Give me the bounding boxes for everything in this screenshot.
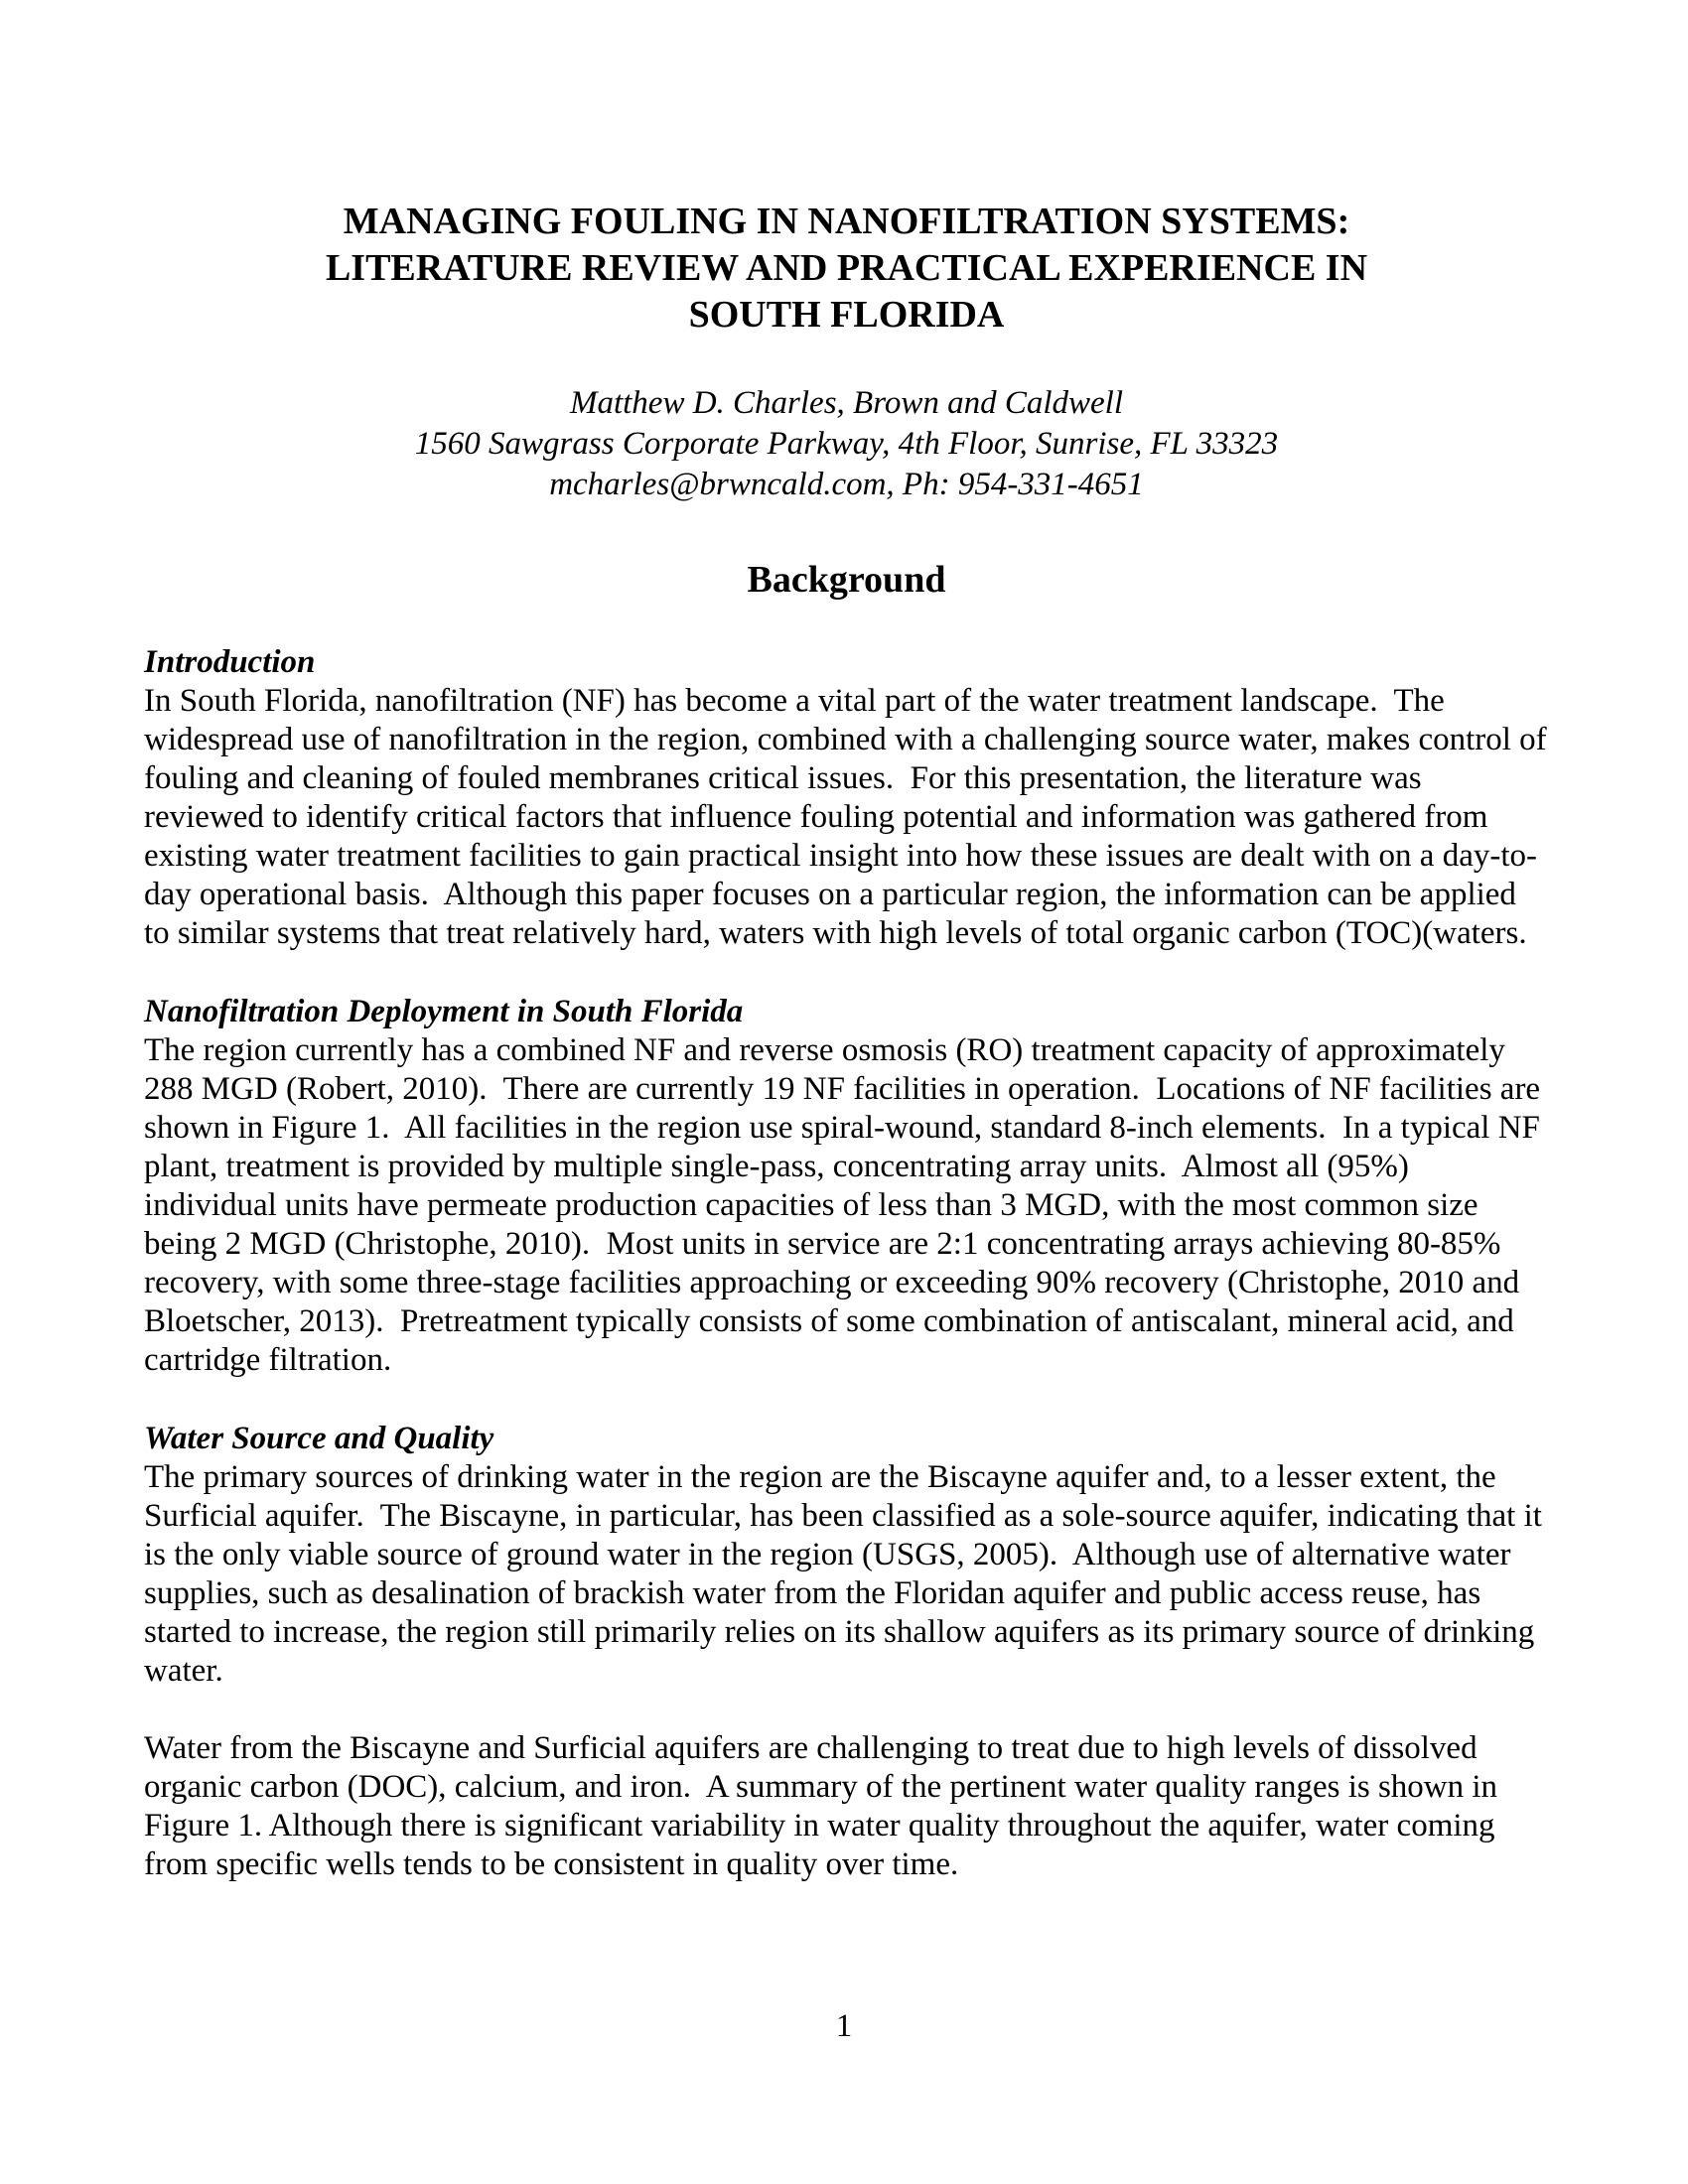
paragraph: Water from the Biscayne and Surficial aquifers are challenging to treat due to high levels of dissolved organic carbon (DOC), calcium, and iron. A summary of the pertinent water quality ranges is shown in Figure 1. Although there is significant variability in water quality throughout the aquifer, water coming from specific wells tends to be consistent in quality over time. (144, 1730, 1506, 1882)
page-number: 1 (835, 2008, 853, 2044)
subsection-water-source-and-quality (144, 1420, 1549, 1884)
title-line-3: SOUTH FLORIDA (688, 294, 1005, 336)
subsection-nanofiltration-deployment (144, 993, 1549, 1380)
author-block (144, 383, 1549, 505)
author-contact-line: mcharles@brwncald.com, Ph: 954-331-4651 (549, 467, 1144, 502)
subsection-introduction (144, 643, 1555, 953)
title-line-1: MANAGING FOULING IN NANOFILTRATION SYSTEMS: (343, 201, 1350, 242)
subsection-heading-nanofiltration-deployment: Nanofiltration Deployment in South Florida (144, 994, 744, 1029)
author-name-line: Matthew D. Charles, Brown and Caldwell (569, 385, 1124, 421)
paragraph: In South Florida, nanofiltration (NF) has become a vital part of the water treatment landscape. The widespread use of nanofiltration in the region, combined with a challenging source water, makes control of fouling and cleaning of fouled membranes critical issues. For this presentation, the literature was reviewed to identify critical factors that influence fouling potential and information was gathered from existing water treatment facilities to gain practical insight into how these issues are dealt with on a day-to-day operational basis. Although this paper focuses on a particular region, the information can be applied to similar systems that treat relatively hard, waters with high levels of total organic carbon (TOC)(waters. (144, 683, 1555, 951)
subsection-heading-introduction: Introduction (144, 644, 316, 680)
author-address-line: 1560 Sawgrass Corporate Parkway, 4th Floor, Sunrise, FL 33323 (414, 426, 1279, 462)
subsection-heading-water-source-and-quality: Water Source and Quality (144, 1421, 494, 1456)
title-line-2: LITERATURE REVIEW AND PRACTICAL EXPERIENCE IN (325, 247, 1368, 289)
section-heading-background: Background (747, 559, 946, 601)
document-title (144, 199, 1549, 339)
paragraph: The primary sources of drinking water in the region are the Biscayne aquifer and, to a lesser extent, the Surficial aquifer. The Biscayne, in particular, has been classified as a sole-source aquifer, indicating that it is the only viable source of ground water in the region (USGS, 2005). Although use of alternative water supplies, such as desalination of brackish water from the Floridan aquifer and public access reuse, has started to increase, the region still primarily relies on its shallow aquifers as its primary source of drinking water. (144, 1459, 1551, 1689)
paragraph: The region currently has a combined NF and reverse osmosis (RO) treatment capacity of approximately 288 MGD (Robert, 2010). There are currently 19 NF facilities in operation. Locations of NF facilities are shown in Figure 1. All facilities in the region use spiral-wound, standard 8-inch elements. In a typical NF plant, treatment is provided by multiple single-pass, concentrating array units. Almost all (95%) individual units have permeate production capacities of less than 3 MGD, with the most common size being 2 MGD (Christophe, 2010). Most units in service are 2:1 concentrating arrays achieving 80-85% recovery, with some three-stage facilities approaching or exceeding 90% recovery (Christophe, 2010 and Bloetscher, 2013). Pretreatment typically consists of some combination of antiscalant, mineral acid, and cartridge filtration. (144, 1032, 1549, 1378)
